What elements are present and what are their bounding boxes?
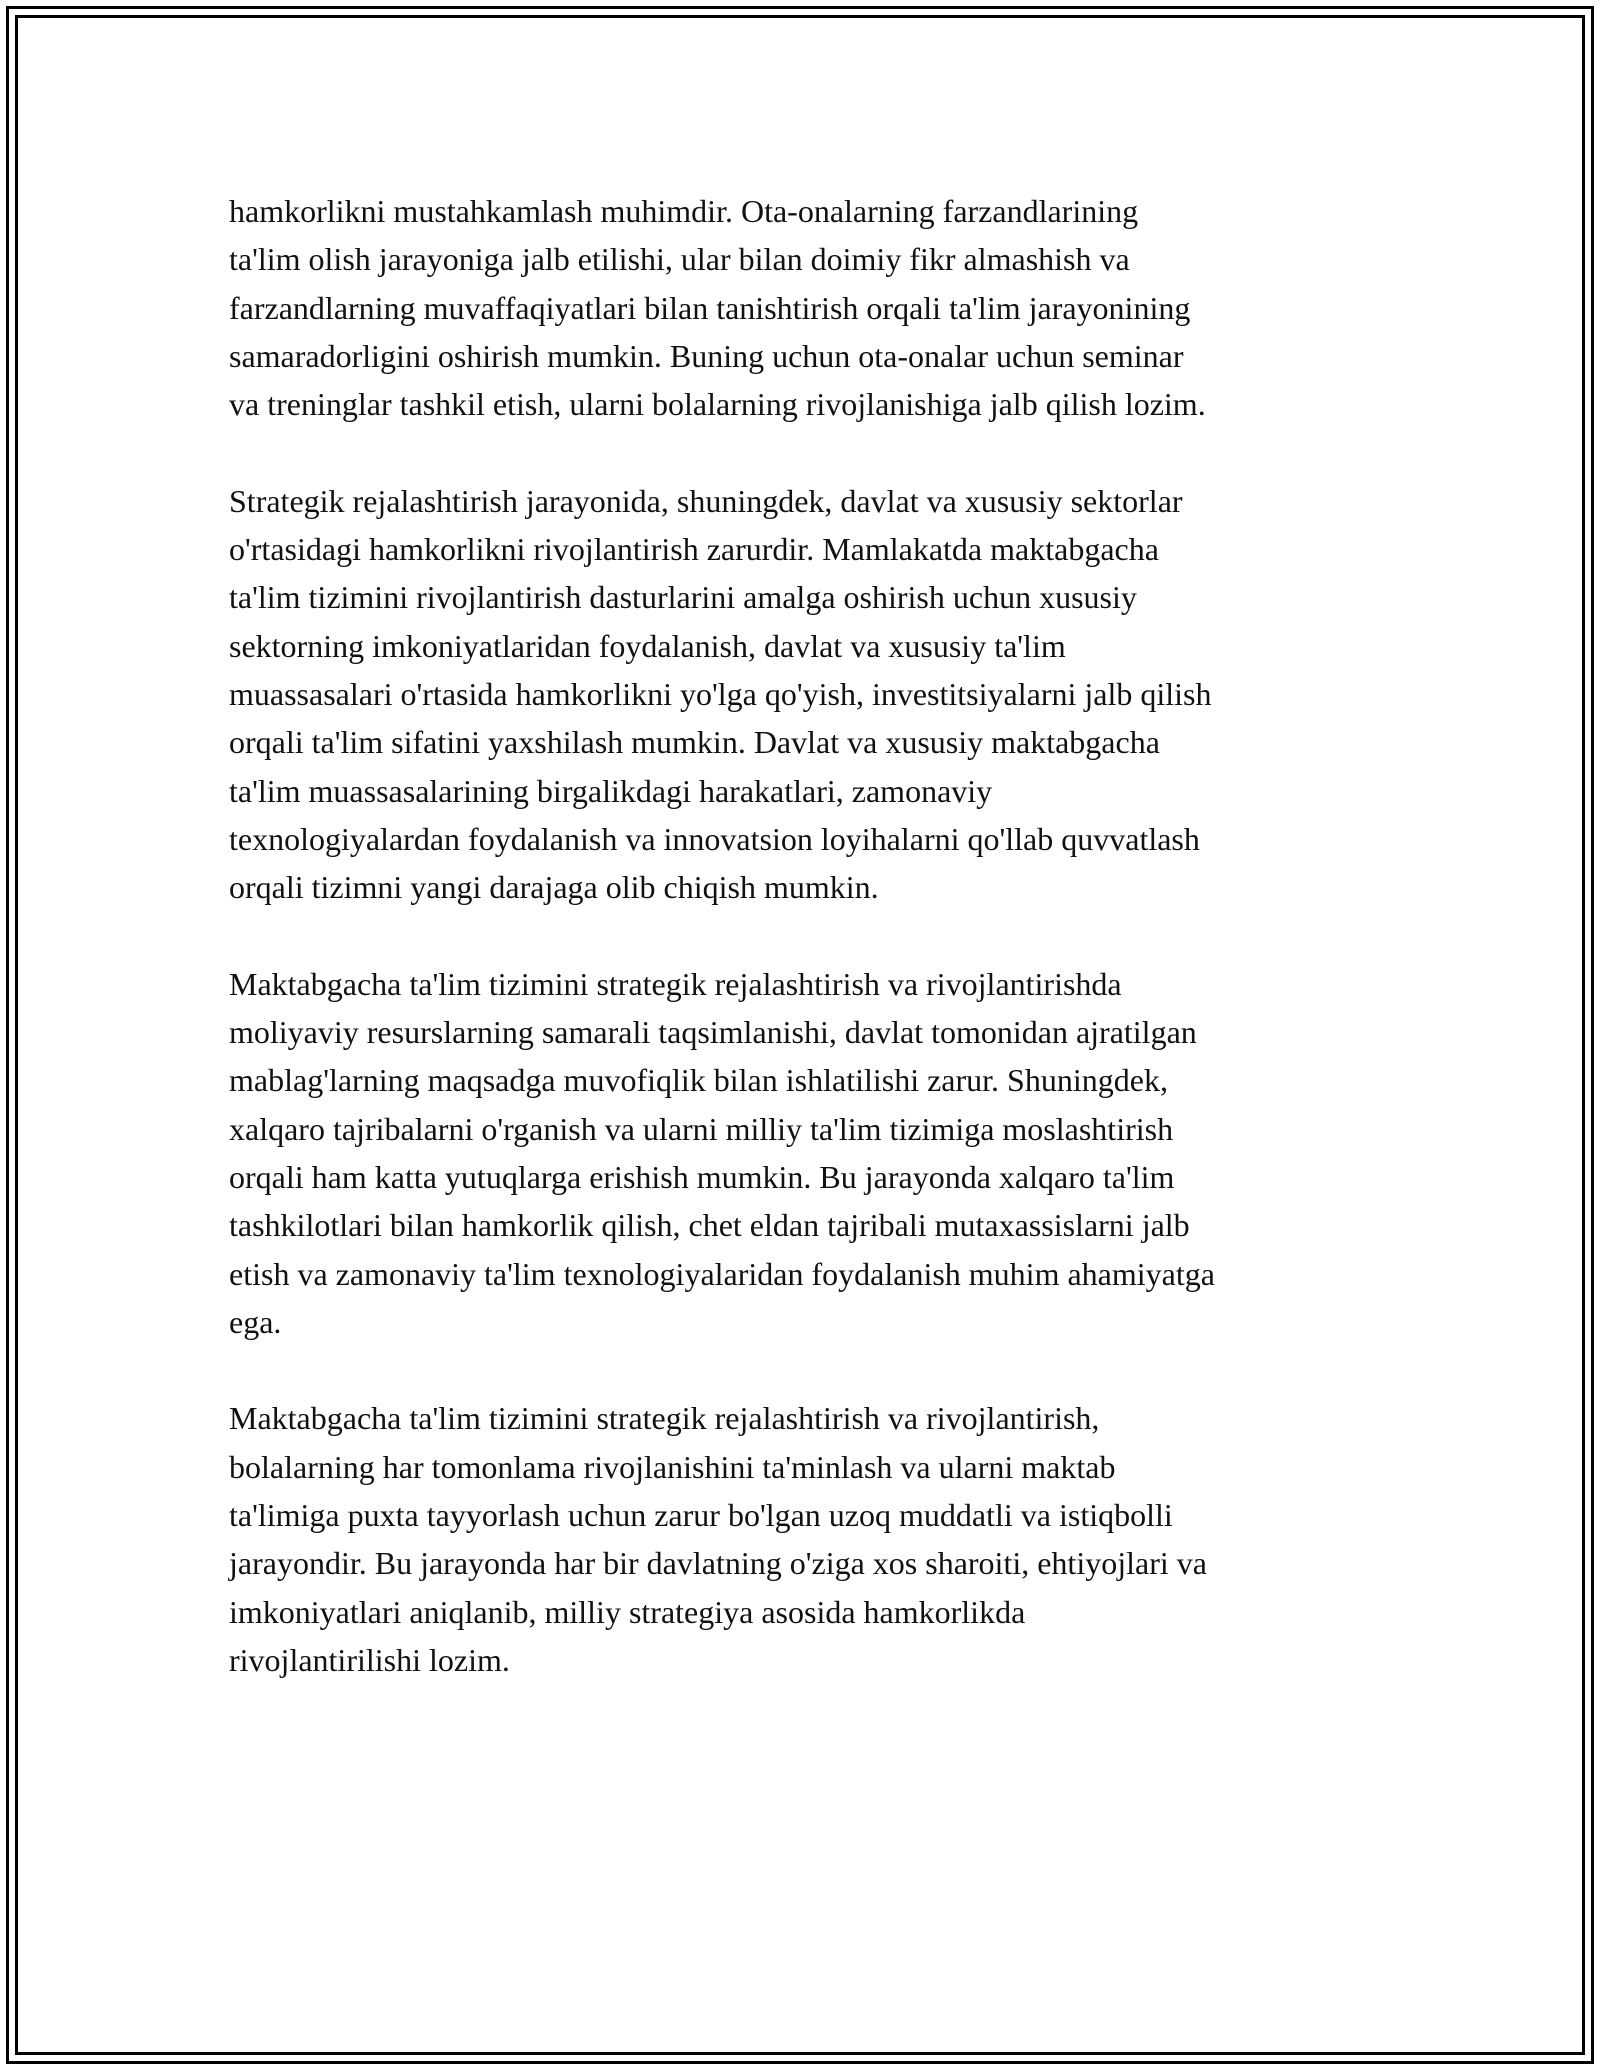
text-line: moliyaviy resurslarning samarali taqsimlanishi, davlat tomonidan ajratilgan [229,1014,1197,1051]
text-line: Maktabgacha ta'lim tizimini strategik rejalashtirish va rivojlantirishda [229,965,1122,1002]
text-line: etish va zamonaviy ta'lim texnologiyalaridan foydalanish muhim ahamiyatga [229,1255,1215,1292]
paragraph-2 [229,477,1389,912]
text-line: ta'limiga puxta tayyorlash uchun zarur bo'lgan uzoq muddatli va istiqbolli [229,1497,1173,1534]
text-line: orqali ham katta yutuqlarga erishish mumkin. Bu jarayonda xalqaro ta'lim [229,1158,1175,1195]
text-line: mablag'larning maqsadga muvofiqlik bilan ishlatilishi zarur. Shuningdek, [229,1062,1168,1099]
text-line: tashkilotlari bilan hamkorlik qilish, chet eldan tajribali mutaxassislarni jalb [229,1207,1190,1244]
text-line: ta'lim tizimini rivojlantirish dasturlarini amalga oshirish uchun xususiy [229,579,1137,616]
paragraph-1 [229,187,1389,428]
text-line: farzandlarning muvaffaqiyatlari bilan tanishtirish orqali ta'lim jarayonining [229,289,1191,326]
text-line: va treninglar tashkil etish, ularni bolalarning rivojlanishiga jalb qilish lozim. [229,386,1206,423]
text-line: ta'lim olish jarayoniga jalb etilishi, ular bilan doimiy fikr almashish va [229,241,1130,278]
paragraph-3 [229,960,1389,1346]
text-line: Strategik rejalashtirish jarayonida, shuningdek, davlat va xususiy sektorlar [229,482,1183,519]
text-line: imkoniyatlari aniqlanib, milliy strategiya asosida hamkorlikda [229,1593,1026,1630]
paragraph-4 [229,1394,1389,1684]
text-line: Maktabgacha ta'lim tizimini strategik rejalashtirish va rivojlantirish, [229,1400,1100,1437]
text-line: hamkorlikni mustahkamlash muhimdir. Ota-onalarning farzandlarining [229,193,1139,229]
text-line: ega. [229,1303,282,1340]
text-line: samaradorligini oshirish mumkin. Buning uchun ota-onalar uchun seminar [229,337,1184,374]
document-body [229,187,1389,1733]
text-line: jarayondir. Bu jarayonda har bir davlatning o'ziga xos sharoiti, ehtiyojlari va [229,1545,1207,1582]
text-line: orqali ta'lim sifatini yaxshilash mumkin. Davlat va xususiy maktabgacha [229,724,1160,761]
text-line: muassasalari o'rtasida hamkorlikni yo'lga qo'yish, investitsiyalarni jalb qilish [229,675,1212,712]
text-line: rivojlantirilishi lozim. [229,1641,510,1678]
text-line: xalqaro tajribalarni o'rganish va ularni milliy ta'lim tizimiga moslashtirish [229,1110,1174,1147]
text-line: o'rtasidagi hamkorlikni rivojlantirish zarurdir. Mamlakatda maktabgacha [229,531,1159,568]
text-line: bolalarning har tomonlama rivojlanishini ta'minlash va ularni maktab [229,1448,1116,1485]
text-line: orqali tizimni yangi darajaga olib chiqish mumkin. [229,869,879,906]
text-line: texnologiyalardan foydalanish va innovatsion loyihalarni qo'llab quvvatlash [229,820,1200,857]
text-line: sektorning imkoniyatlaridan foydalanish, davlat va xususiy ta'lim [229,627,1066,664]
text-line: ta'lim muassasalarining birgalikdagi harakatlari, zamonaviy [229,772,993,809]
